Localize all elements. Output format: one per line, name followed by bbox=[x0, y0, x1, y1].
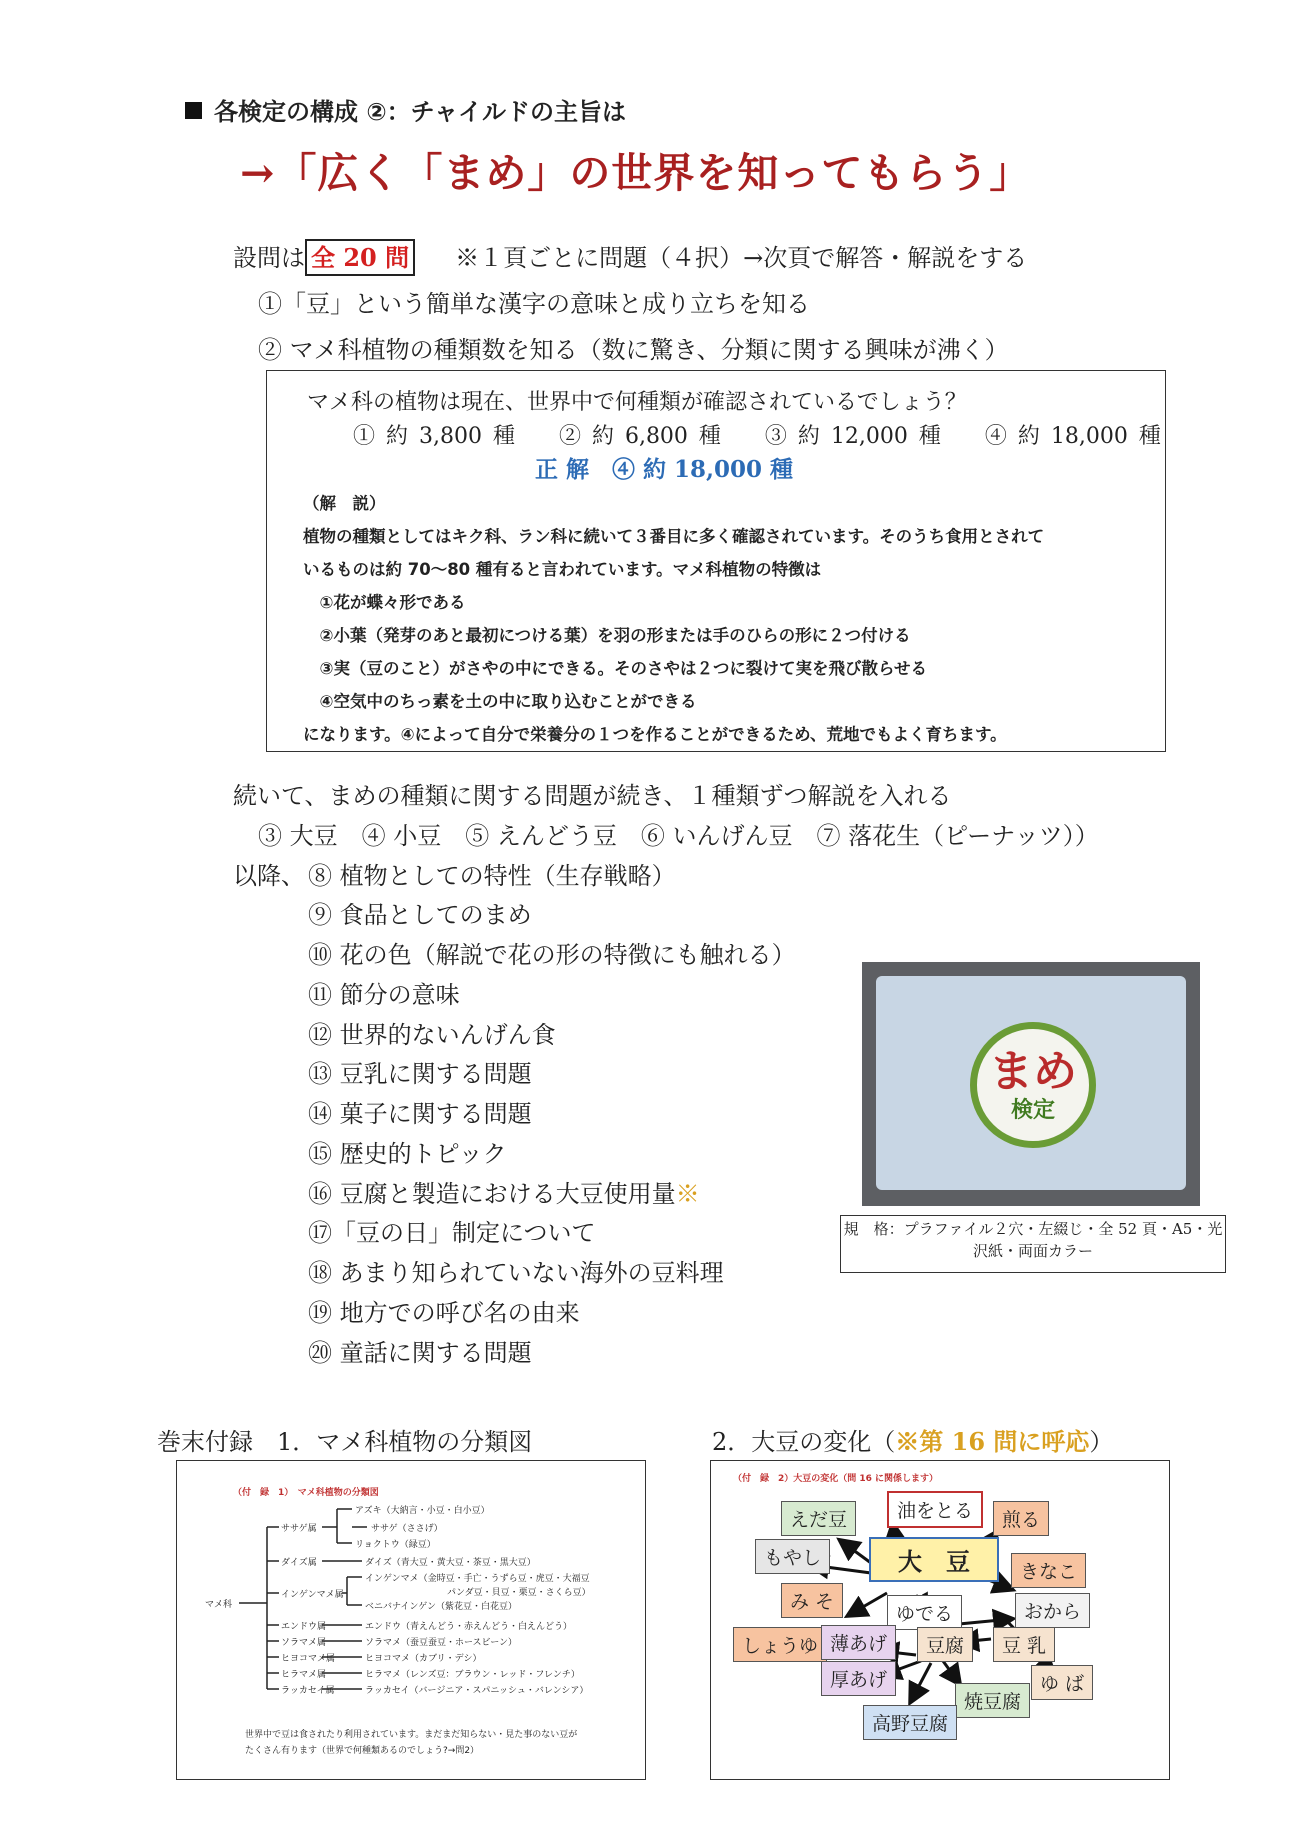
continue-line: 続いて、まめの種類に関する問題が続き、１種類ずつ解説を入れる bbox=[233, 782, 952, 810]
fig1-root: マメ科 bbox=[205, 1600, 233, 1610]
bean-types-line: ③ 大豆 ④ 小豆 ⑤ えんどう豆 ⑥ いんげん豆 ⑦ 落花生（ピーナッツ）） bbox=[258, 822, 1099, 850]
node-atsuage: 厚あげ bbox=[821, 1661, 896, 1696]
fig1-species: ヒヨコマメ（カブリ・デシ） bbox=[365, 1654, 482, 1664]
section-heading-text: 各検定の構成 ②：チャイルドの主旨は bbox=[214, 98, 626, 126]
explanation-line: ③実（豆のこと）がさやの中にできる。そのさやは２つに裂けて実を飛び散らせる bbox=[303, 659, 927, 678]
fig1-genus: ソラマメ属 bbox=[281, 1638, 327, 1648]
section-heading bbox=[185, 92, 626, 127]
fig1-genus: インゲンマメ属 bbox=[281, 1590, 344, 1600]
fig1-species: インゲンマメ（金時豆・手亡・うずら豆・虎豆・大福豆 bbox=[365, 1574, 590, 1584]
explanation-line: ④空気中のちっ素を土の中に取り込むことができる bbox=[303, 692, 697, 711]
later-item: ⑳ 童話に関する問題 bbox=[308, 1339, 532, 1367]
fig1-genus: ササゲ属 bbox=[281, 1524, 317, 1534]
fig1-species: エンドウ（青えんどう・赤えんどう・白えんどう） bbox=[365, 1622, 573, 1632]
node-koya: 高野豆腐 bbox=[863, 1705, 957, 1740]
fig2-title: （付 録 2）大豆の変化（問 16 に関係します） bbox=[733, 1474, 939, 1484]
later-item: ⑬ 豆乳に関する問題 bbox=[308, 1060, 532, 1088]
node-tonyu: 豆 乳 bbox=[993, 1627, 1055, 1662]
node-shoyu: しょうゆ bbox=[733, 1627, 827, 1662]
later-item: ⑰「豆の日」制定について bbox=[308, 1219, 596, 1247]
fig1-species: ダイズ（青大豆・黄大豆・茶豆・黒大豆） bbox=[365, 1558, 536, 1568]
question-count-badge: 全 20 問 bbox=[305, 239, 415, 276]
spec-caption: 規 格：プラファイル２穴・左綴じ・全 52 頁・A5・光沢紙・両面カラー bbox=[840, 1215, 1226, 1273]
fig1-species: ヒラマメ（レンズ豆：ブラウン・レッド・フレンチ） bbox=[365, 1670, 580, 1680]
fig1-genus: ヒヨコマメ属 bbox=[281, 1654, 336, 1664]
node-yakidofu: 焼豆腐 bbox=[955, 1683, 1030, 1718]
later-item-16 bbox=[308, 1174, 700, 1209]
later-item: ⑨ 食品としてのまめ bbox=[308, 901, 532, 929]
later-item: ⑮ 歴史的トピック bbox=[308, 1140, 507, 1168]
question-count-line bbox=[233, 238, 1027, 273]
appendix-label-2-suffix: ） bbox=[1089, 1428, 1114, 1456]
appendix-label-2-prefix: 2．大豆の変化（ bbox=[712, 1428, 896, 1456]
fig1-species: アズキ（大納言・小豆・白小豆） bbox=[355, 1506, 490, 1516]
fig1-species: パンダ豆・貝豆・栗豆・さくら豆） bbox=[447, 1588, 591, 1598]
node-usuage: 薄あげ bbox=[821, 1625, 896, 1660]
node-tofu: 豆腐 bbox=[917, 1627, 973, 1662]
logo-line-1: まめ bbox=[989, 1046, 1077, 1097]
logo-line-2: 検定 bbox=[1010, 1098, 1055, 1123]
node-okara: おから bbox=[1015, 1593, 1090, 1628]
node-iri: 煎る bbox=[993, 1501, 1049, 1536]
fig1-species: ササゲ（ささげ） bbox=[371, 1524, 443, 1534]
explanation-line: ①花が蝶々形である bbox=[303, 593, 466, 612]
fig1-genus: ダイズ属 bbox=[281, 1558, 317, 1568]
later-item: ⑩ 花の色（解説で花の形の特徴にも触れる） bbox=[308, 941, 796, 969]
question-note: ※１頁ごとに問題（４択）→次頁で解答・解説をする bbox=[455, 244, 1028, 272]
fig1-title: （付 録 1） マメ科植物の分類図 bbox=[233, 1488, 379, 1498]
sample-question-text: マメ科の植物は現在、世界中で何種類が確認されているでしょう？ bbox=[307, 390, 967, 415]
fig1-species: ベニバナインゲン（紫花豆・白花豆） bbox=[365, 1602, 518, 1612]
node-miso: み そ bbox=[781, 1583, 843, 1618]
square-bullet-icon bbox=[185, 102, 202, 119]
later-item: ⑭ 菓子に関する問題 bbox=[308, 1100, 532, 1128]
explanation-line: になります。④によって自分で栄養分の１つを作ることができるため、荒地でもよく育ちます。 bbox=[303, 725, 1007, 744]
soybean-transformation-figure bbox=[710, 1460, 1170, 1780]
node-oil: 油をとる bbox=[887, 1491, 983, 1528]
sample-question-explanation bbox=[303, 487, 1044, 751]
sample-question-box bbox=[266, 370, 1166, 752]
appendix-label-2-highlight: ※第 16 問に呼応 bbox=[895, 1427, 1090, 1456]
explanation-line: 植物の種類としてはキク科、ラン科に続いて３番目に多く確認されています。そのうち食用とされて bbox=[303, 527, 1045, 546]
explanation-title: （解 説） bbox=[303, 494, 386, 513]
node-yuderu: ゆでる bbox=[887, 1595, 962, 1630]
node-yuba: ゆ ば bbox=[1031, 1665, 1093, 1700]
fig1-species: ラッカセイ（バージニア・スパニッシュ・バレンシア） bbox=[365, 1686, 589, 1696]
fig1-genus: ラッカセイ属 bbox=[281, 1686, 335, 1696]
appendix-label-1: 巻末付録 1．マメ科植物の分類図 bbox=[157, 1428, 533, 1456]
later-item: ⑪ 節分の意味 bbox=[308, 981, 460, 1009]
fig1-footer: 世界中で豆は食されたり利用されています。まだまだ知らない・見た事のない豆が bbox=[245, 1730, 578, 1740]
question-prefix: 設問は bbox=[233, 244, 305, 272]
later-prefix: 以降、 bbox=[233, 862, 305, 890]
fig1-species: リョクトウ（緑豆） bbox=[355, 1540, 436, 1550]
sample-question-answer: 正 解 ④ 約 18,000 種 bbox=[535, 456, 794, 483]
later-item: ⑫ 世界的ないんげん食 bbox=[308, 1021, 556, 1049]
highlight-mark: ※ bbox=[675, 1180, 700, 1208]
intro-item-1: ①「豆」という簡単な漢字の意味と成り立ちを知る bbox=[258, 290, 810, 318]
node-soybean: 大 豆 bbox=[869, 1537, 999, 1582]
explanation-line: いるものは約 70～80 種有ると言われています。マメ科植物の特徴は bbox=[303, 560, 822, 579]
explanation-line: ②小葉（発芽のあと最初につける葉）を羽の形または手のひらの形に２つ付ける bbox=[303, 626, 911, 645]
fig1-genus: ヒラマメ属 bbox=[281, 1670, 327, 1680]
later-item: ⑧ 植物としての特性（生存戦略） bbox=[308, 862, 676, 890]
sample-question-options: ① 約 3,800 種 ② 約 6,800 種 ③ 約 12,000 種 ④ 約 18,000 種 bbox=[353, 424, 1161, 449]
product-photo bbox=[862, 962, 1200, 1206]
later-item: ⑱ あまり知られていない海外の豆料理 bbox=[308, 1259, 724, 1287]
node-edamame: えだ豆 bbox=[781, 1501, 856, 1536]
classification-figure bbox=[176, 1460, 646, 1780]
mame-kentei-logo bbox=[970, 1022, 1096, 1148]
node-moyashi: もやし bbox=[755, 1539, 830, 1574]
fig1-genus: エンドウ属 bbox=[281, 1622, 327, 1632]
fig1-footer: たくさん有ります（世界で何種類あるのでしょう?→問2） bbox=[245, 1746, 480, 1756]
later-item: ⑲ 地方での呼び名の由来 bbox=[308, 1299, 580, 1327]
appendix-label-2 bbox=[712, 1422, 1113, 1457]
later-item-16-text: ⑯ 豆腐と製造における大豆使用量 bbox=[308, 1180, 676, 1208]
fig1-species: ソラマメ（蚕豆蚕豆・ホースビーン） bbox=[365, 1638, 518, 1648]
intro-item-2: ② マメ科植物の種類数を知る（数に驚き、分類に関する興味が沸く） bbox=[258, 336, 1009, 364]
page-title: →「広く「まめ」の世界を知ってもらう」 bbox=[240, 149, 1032, 197]
node-kinako: きなこ bbox=[1011, 1553, 1086, 1588]
